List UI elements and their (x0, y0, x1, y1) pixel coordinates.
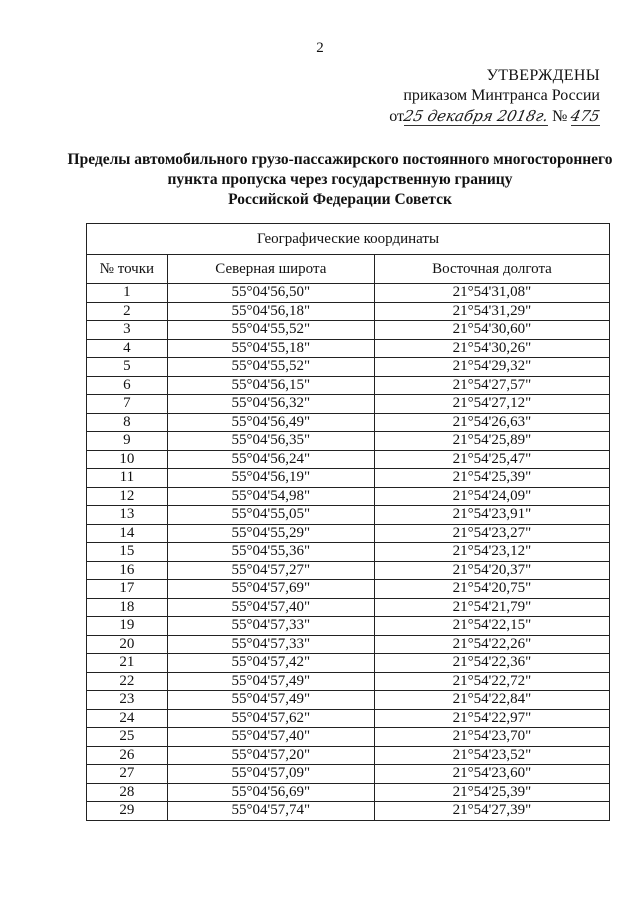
point-number: 19 (87, 617, 168, 636)
point-number: 21 (87, 654, 168, 673)
table-row (87, 709, 610, 728)
latitude-cell: 55°04'56,69" (167, 783, 374, 802)
table-row (87, 302, 610, 321)
point-number: 11 (87, 469, 168, 488)
longitude-cell: 21°54'25,47" (374, 450, 609, 469)
longitude-cell: 21°54'22,97" (374, 709, 609, 728)
latitude-cell: 55°04'55,18" (167, 339, 374, 358)
table-row (87, 487, 610, 506)
table-row (87, 432, 610, 451)
table-row (87, 376, 610, 395)
point-number: 27 (87, 765, 168, 784)
group-header-row (87, 224, 610, 255)
longitude-cell: 21°54'23,60" (374, 765, 609, 784)
latitude-cell: 55°04'55,36" (167, 543, 374, 562)
latitude-cell: 55°04'57,42" (167, 654, 374, 673)
point-number: 2 (87, 302, 168, 321)
group-header: Географические координаты (87, 224, 610, 255)
document-title (40, 150, 640, 210)
table-row (87, 358, 610, 377)
table-row (87, 543, 610, 562)
latitude-cell: 55°04'55,52" (167, 321, 374, 340)
table-row (87, 413, 610, 432)
table-row (87, 598, 610, 617)
longitude-cell: 21°54'25,89" (374, 432, 609, 451)
longitude-cell: 21°54'23,52" (374, 746, 609, 765)
longitude-cell: 21°54'24,09" (374, 487, 609, 506)
column-header-latitude: Северная широта (167, 255, 374, 284)
point-number: 14 (87, 524, 168, 543)
longitude-cell: 21°54'23,12" (374, 543, 609, 562)
latitude-cell: 55°04'57,49" (167, 672, 374, 691)
longitude-cell: 21°54'22,26" (374, 635, 609, 654)
point-number: 12 (87, 487, 168, 506)
table-row (87, 635, 610, 654)
point-number: 3 (87, 321, 168, 340)
longitude-cell: 21°54'22,36" (374, 654, 609, 673)
approval-line: приказом Минтранса России (403, 87, 600, 104)
latitude-cell: 55°04'57,20" (167, 746, 374, 765)
latitude-cell: 55°04'54,98" (167, 487, 374, 506)
table-row (87, 580, 610, 599)
table-row (87, 450, 610, 469)
column-header-longitude: Восточная долгота (374, 255, 609, 284)
latitude-cell: 55°04'57,33" (167, 635, 374, 654)
table-row (87, 524, 610, 543)
point-number: 23 (87, 691, 168, 710)
coordinates-body (87, 284, 610, 821)
latitude-cell: 55°04'57,74" (167, 802, 374, 821)
title-line-3: Российской Федерации Советск (228, 191, 452, 208)
longitude-cell: 21°54'22,15" (374, 617, 609, 636)
column-header-row (87, 255, 610, 284)
title-line-2: пункта пропуска через государственную границу (167, 171, 513, 188)
latitude-cell: 55°04'57,40" (167, 598, 374, 617)
order-prefix: от (389, 108, 404, 125)
point-number: 4 (87, 339, 168, 358)
longitude-cell: 21°54'23,91" (374, 506, 609, 525)
point-number: 10 (87, 450, 168, 469)
point-number: 25 (87, 728, 168, 747)
longitude-cell: 21°54'26,63" (374, 413, 609, 432)
latitude-cell: 55°04'55,29" (167, 524, 374, 543)
table-row (87, 506, 610, 525)
table-row (87, 783, 610, 802)
point-number: 9 (87, 432, 168, 451)
latitude-cell: 55°04'57,69" (167, 580, 374, 599)
longitude-cell: 21°54'30,60" (374, 321, 609, 340)
number-prefix: № (552, 108, 568, 125)
point-number: 26 (87, 746, 168, 765)
longitude-cell: 21°54'31,08" (374, 284, 609, 303)
latitude-cell: 55°04'57,09" (167, 765, 374, 784)
table-row (87, 395, 610, 414)
latitude-cell: 55°04'57,33" (167, 617, 374, 636)
order-date: 25 декабря 2018г. (402, 107, 551, 125)
longitude-cell: 21°54'31,29" (374, 302, 609, 321)
latitude-cell: 55°04'57,40" (167, 728, 374, 747)
point-number: 6 (87, 376, 168, 395)
order-line (389, 106, 600, 127)
point-number: 22 (87, 672, 168, 691)
latitude-cell: 55°04'56,35" (167, 432, 374, 451)
longitude-cell: 21°54'23,27" (374, 524, 609, 543)
column-header-number: № точки (87, 255, 168, 284)
table-row (87, 284, 610, 303)
latitude-cell: 55°04'56,32" (167, 395, 374, 414)
longitude-cell: 21°54'29,32" (374, 358, 609, 377)
table-row (87, 339, 610, 358)
approval-title: УТВЕРЖДЕНЫ (486, 67, 600, 84)
longitude-cell: 21°54'27,39" (374, 802, 609, 821)
table-row (87, 765, 610, 784)
longitude-cell: 21°54'25,39" (374, 783, 609, 802)
point-number: 8 (87, 413, 168, 432)
longitude-cell: 21°54'23,70" (374, 728, 609, 747)
latitude-cell: 55°04'56,49" (167, 413, 374, 432)
longitude-cell: 21°54'20,37" (374, 561, 609, 580)
table-row (87, 802, 610, 821)
point-number: 7 (87, 395, 168, 414)
longitude-cell: 21°54'25,39" (374, 469, 609, 488)
point-number: 24 (87, 709, 168, 728)
table-row (87, 691, 610, 710)
table-row (87, 561, 610, 580)
table-row (87, 321, 610, 340)
latitude-cell: 55°04'56,50" (167, 284, 374, 303)
table-row (87, 654, 610, 673)
approval-block (389, 66, 600, 127)
longitude-cell: 21°54'30,26" (374, 339, 609, 358)
latitude-cell: 55°04'57,27" (167, 561, 374, 580)
point-number: 29 (87, 802, 168, 821)
latitude-cell: 55°04'57,62" (167, 709, 374, 728)
coordinates-table (86, 223, 610, 821)
point-number: 5 (87, 358, 168, 377)
longitude-cell: 21°54'21,79" (374, 598, 609, 617)
latitude-cell: 55°04'55,52" (167, 358, 374, 377)
table-row (87, 617, 610, 636)
longitude-cell: 21°54'27,12" (374, 395, 609, 414)
table-row (87, 469, 610, 488)
latitude-cell: 55°04'55,05" (167, 506, 374, 525)
order-number: 475 (569, 107, 602, 125)
latitude-cell: 55°04'56,19" (167, 469, 374, 488)
longitude-cell: 21°54'22,84" (374, 691, 609, 710)
title-line-1: Пределы автомобильного грузо-пассажирского постоянного многостороннего (67, 151, 613, 168)
latitude-cell: 55°04'56,15" (167, 376, 374, 395)
latitude-cell: 55°04'56,24" (167, 450, 374, 469)
point-number: 13 (87, 506, 168, 525)
table-row (87, 728, 610, 747)
point-number: 16 (87, 561, 168, 580)
point-number: 18 (87, 598, 168, 617)
point-number: 20 (87, 635, 168, 654)
point-number: 17 (87, 580, 168, 599)
point-number: 1 (87, 284, 168, 303)
point-number: 28 (87, 783, 168, 802)
latitude-cell: 55°04'57,49" (167, 691, 374, 710)
table-row (87, 672, 610, 691)
longitude-cell: 21°54'27,57" (374, 376, 609, 395)
longitude-cell: 21°54'22,72" (374, 672, 609, 691)
latitude-cell: 55°04'56,18" (167, 302, 374, 321)
point-number: 15 (87, 543, 168, 562)
longitude-cell: 21°54'20,75" (374, 580, 609, 599)
table-row (87, 746, 610, 765)
page-number: 2 (316, 40, 324, 56)
